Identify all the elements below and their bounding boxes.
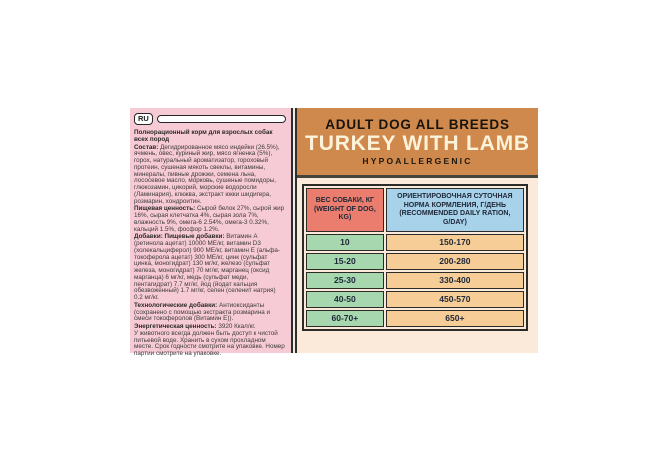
tech-additives-text xyxy=(134,303,286,323)
weight-cell: 15-20 xyxy=(306,253,384,270)
nutrition-text xyxy=(134,206,286,233)
ration-cell: 650+ xyxy=(386,310,524,327)
language-badge: RU xyxy=(134,113,153,125)
ration-cell: 200-280 xyxy=(386,253,524,270)
intro-text xyxy=(134,130,286,144)
language-badge-row xyxy=(134,112,286,125)
weight-cell: 10 xyxy=(306,234,384,251)
ration-cell: 450-570 xyxy=(386,291,524,308)
table-row xyxy=(306,310,524,327)
feeding-table-area xyxy=(297,178,538,331)
nutrition-label: Пищевая ценность: xyxy=(134,205,197,213)
ration-cell: 330-400 xyxy=(386,272,524,289)
energy-label: Энергетическая ценность: xyxy=(134,323,219,330)
table-row xyxy=(306,272,524,289)
energy-value: 3920 Ккал/кг. xyxy=(218,323,256,330)
tech-additives-label: Технологические добавки: xyxy=(134,301,220,309)
storage-text: У животного всегда должен быть доступ к чистой питьевой воде. Хранить в сухом прохладном месте. Срок годности смотрите на упаковке. Номер партии смотрите на упаковке. xyxy=(134,329,285,357)
blank-pill-field xyxy=(157,115,286,123)
table-row xyxy=(306,234,524,251)
weight-cell: 60-70+ xyxy=(306,310,384,327)
composition-text xyxy=(134,145,286,206)
weight-cell: 40-50 xyxy=(306,291,384,308)
energy-text xyxy=(134,324,286,358)
label xyxy=(130,108,538,357)
feeding-table xyxy=(302,184,528,331)
panel-product-info xyxy=(297,108,538,353)
table-row xyxy=(306,253,524,270)
weight-header-ru: ВЕС СОБАКИ, КГ xyxy=(315,197,375,205)
product-audience: ADULT DOG ALL BREEDS xyxy=(325,117,510,132)
composition-value: Дегидрированное мясо индейки (26.5%), ячмень, овес, куриный жир, мясо ягненка (5%), горох, натуральный ароматизатор, гороховый протеин, сушеная мякоть свеклы, витамины, минералы, пивные дрожжи, семена льна, лососевое масло, морковь, сушеные помидоры, глюкозамин, цикорий, морские водоросли (Ламинария), клюква, экстракт юкки шидигера, розмарин, хондроитин. xyxy=(134,143,280,205)
product-name: TURKEY WITH LAMB xyxy=(305,132,530,155)
product-header xyxy=(297,108,538,178)
tech-additives-value: Антиоксиданты (сохранено с помощью экстракта розмарина и смеси токоферолов (Витамин Е)). xyxy=(134,301,271,323)
weight-cell: 25-30 xyxy=(306,272,384,289)
weight-header-en: (WEIGHT OF DOG, KG) xyxy=(313,205,376,222)
nutrition-value: Сырой белок 27%, сырой жир 16%, сырая клетчатка 4%, сырая зола 7%, влажность 9%, омега-6 2.54%, омега-3 0.32%, кальций 1.5%, фосфор 1.2%. xyxy=(134,205,285,233)
table-row xyxy=(306,291,524,308)
ration-header-en: (RECOMMENDED DAILY RATION, G/DAY) xyxy=(399,210,511,226)
composition-label: Состав: xyxy=(134,143,161,151)
panel-russian-info xyxy=(130,108,291,357)
table-header-row xyxy=(306,188,524,232)
intro-text-bold: Полнорационный корм для взрослых собак всех пород xyxy=(134,129,273,143)
ration-column-header xyxy=(386,188,524,232)
product-claim: HYPOALLERGENIC xyxy=(362,156,473,166)
additives-label: Добавки: Пищевые добавки: xyxy=(134,233,227,241)
ration-header-ru: ОРИЕНТИРОВОЧНАЯ СУТОЧНАЯ НОРМА КОРМЛЕНИЯ, Г/ДЕНЬ xyxy=(397,193,513,209)
additives-value: Витамин А (ретинола ацетат) 10000 МЕ/кг, витамин D3 (холекальциферол) 900 МЕ/кг, витамин Е (альфа-токоферола ацетат) 300 МЕ/кг, цинк (сульфат цинка, моногидрат) 130 мг/кг, железо (сульфат железа, моногидрат) 70 мг/кг, марганец (оксид марганца) 6 мг/кг, медь (сульфат меди, пентагидрат) 7.7 мг/кг, йод (йодат кальция обезвоженный) 1.7 мг/кг, селен (селенит натрия) 0.2 мг/кг. xyxy=(134,233,281,301)
ration-cell: 150-170 xyxy=(386,234,524,251)
weight-column-header xyxy=(306,188,384,232)
additives-text xyxy=(134,234,286,302)
